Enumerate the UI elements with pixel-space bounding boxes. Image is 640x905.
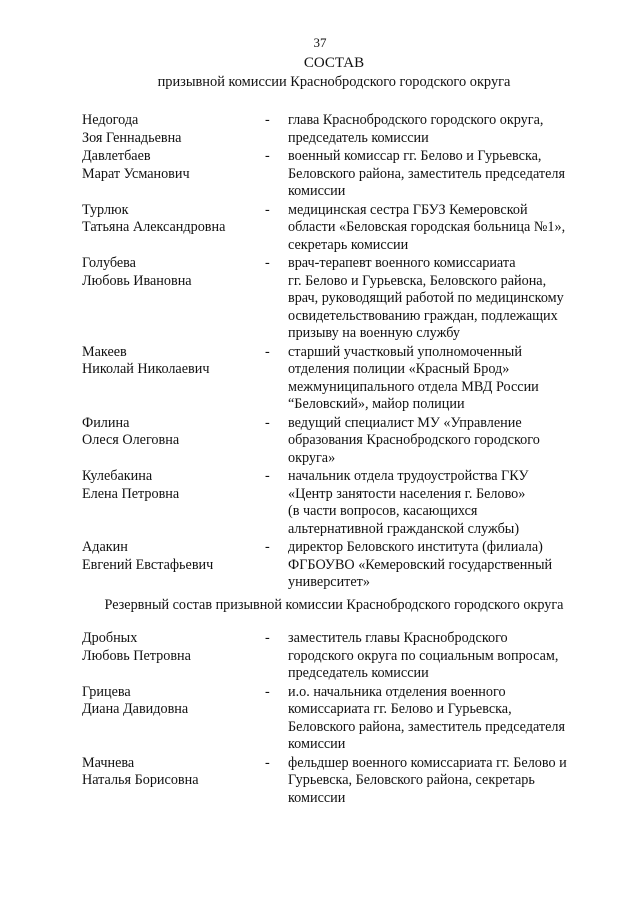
member-entry [82, 344, 602, 414]
member-role-line: отделения полиции «Красный Брод» [288, 361, 510, 377]
member-name-line: Мачнева [82, 754, 135, 771]
member-name-line: Марат Усманович [82, 165, 190, 182]
member-role-line: области «Беловская городская больница №1», [288, 219, 566, 235]
member-name-line: Олеся Олеговна [82, 432, 180, 448]
member-role-line: Беловского района, заместитель председателя [288, 718, 566, 735]
member-role-line: межмуниципального отдела МВД России [288, 378, 539, 395]
member-role [288, 630, 602, 683]
member-role-line: комиссариата гг. Белово и Гурьевска, [288, 701, 512, 717]
member-name [82, 415, 265, 468]
member-entry [82, 202, 602, 255]
member-role-line: “Беловский», майор полиции [288, 396, 465, 412]
member-role-line: медицинская сестра ГБУЗ Кемеровской [288, 201, 528, 218]
member-role-line: заместитель главы Краснобродского [288, 630, 508, 646]
member-role-line: военный комиссар гг. Белово и Гурьевска, [288, 148, 542, 164]
member-role-line: председатель комиссии [288, 129, 429, 146]
member-role-line: врач, руководящий работой по медицинскому [288, 290, 564, 306]
member-role-line: фельдшер военного комиссариата гг. Белово и [288, 754, 567, 771]
member-role-line: ФГБОУВО «Кемеровский государственный [288, 556, 553, 573]
dash-separator: - [265, 255, 270, 271]
dash-separator: - [265, 539, 270, 555]
member-role [288, 255, 602, 343]
member-role [288, 684, 602, 754]
document-subtitle: призывной комиссии Краснобродского городского округа [157, 74, 511, 90]
member-name [82, 684, 265, 754]
member-name-line: Адакин [82, 539, 128, 555]
member-name [82, 539, 265, 592]
member-role [288, 344, 602, 414]
member-name-line: Недогода [82, 112, 139, 128]
dash-separator: - [265, 112, 270, 128]
member-name [82, 202, 265, 255]
member-entry [82, 148, 602, 201]
member-name [82, 630, 265, 683]
member-name-line: Татьяна Александровна [82, 219, 226, 235]
dash-separator: - [265, 343, 270, 360]
member-name [82, 148, 265, 201]
member-role [288, 755, 602, 808]
member-role-line: образования Краснобродского городского [288, 432, 540, 448]
member-entry [82, 630, 602, 683]
member-role-line: комиссии [288, 789, 346, 806]
dash-separator: - [265, 414, 270, 431]
member-name [82, 112, 265, 147]
member-entry [82, 539, 602, 592]
member-entry [82, 755, 602, 808]
member-name-line: Зоя Геннадьевна [82, 129, 182, 146]
member-entry [82, 415, 602, 468]
member-name-line: Кулебакина [82, 468, 153, 484]
member-name-line: Диана Давидовна [82, 701, 189, 717]
member-role-line: начальник отдела трудоустройства ГКУ [288, 468, 529, 484]
member-role [288, 202, 602, 255]
member-role-line: гг. Белово и Гурьевска, Беловского района, [288, 272, 547, 289]
member-role-line: Беловского района, заместитель председателя [288, 165, 566, 182]
member-role-line: секретарь комиссии [288, 236, 409, 253]
member-name-line: Турлюк [82, 201, 129, 218]
member-role-line: комиссии [288, 183, 346, 199]
member-name-line: Евгений Евстафьевич [82, 556, 214, 573]
member-role-line: Гурьевска, Беловского района, секретарь [288, 772, 535, 788]
dash-separator: - [265, 468, 270, 484]
document-title: СОСТАВ [303, 55, 365, 71]
member-name-line: Наталья Борисовна [82, 772, 199, 788]
member-role-line: призыву на военную службу [288, 325, 460, 341]
member-name-line: Давлетбаев [82, 148, 151, 164]
member-name-line: Дробных [82, 630, 138, 646]
member-name-line: Грицева [82, 683, 131, 700]
member-role [288, 468, 602, 538]
dash-separator: - [265, 683, 270, 700]
reserve-members-list [82, 630, 602, 808]
member-name [82, 755, 265, 808]
dash-separator: - [265, 201, 270, 218]
member-role-line: врач-терапевт военного комиссариата [288, 255, 516, 271]
member-name [82, 255, 265, 343]
member-role-line: старший участковый уполномоченный [288, 343, 522, 360]
main-members-list [82, 112, 602, 593]
member-role-line: городского округа по социальным вопросам, [288, 647, 559, 664]
member-name-line: Любовь Петровна [82, 647, 191, 664]
member-name-line: Макеев [82, 343, 127, 360]
member-role [288, 415, 602, 468]
dash-separator: - [265, 754, 270, 771]
member-role-line: председатель комиссии [288, 665, 429, 681]
dash-separator: - [265, 148, 270, 164]
member-entry [82, 255, 602, 343]
dash-separator: - [265, 630, 270, 646]
member-entry [82, 468, 602, 538]
member-name-line: Голубева [82, 255, 136, 271]
member-name-line: Филина [82, 414, 130, 431]
member-name [82, 468, 265, 538]
member-role-line: округа» [288, 449, 336, 466]
member-name-line: Любовь Ивановна [82, 272, 192, 289]
member-role-line: (в части вопросов, касающихся [288, 503, 478, 519]
member-name-line: Николай Николаевич [82, 361, 210, 377]
member-role-line: университет» [288, 574, 370, 590]
member-role [288, 539, 602, 592]
reserve-section-title: Резервный состав призывной комиссии Краснобродского городского округа [104, 597, 564, 613]
member-role-line: и.о. начальника отделения военного [288, 683, 506, 700]
member-entry [82, 112, 602, 147]
member-role [288, 148, 602, 201]
member-role-line: глава Краснобродского городского округа, [288, 112, 544, 128]
member-entry [82, 684, 602, 754]
member-role-line: «Центр занятости населения г. Белово» [288, 485, 526, 502]
member-name-line: Елена Петровна [82, 485, 180, 502]
member-role-line: ведущий специалист МУ «Управление [288, 414, 522, 431]
member-role-line: директор Беловского института (филиала) [288, 539, 543, 555]
member-role-line: альтернативной гражданской службы) [288, 520, 520, 537]
page-number: 37 [313, 35, 327, 50]
member-role [288, 112, 602, 147]
member-role-line: комиссии [288, 736, 346, 752]
member-name [82, 344, 265, 414]
member-role-line: освидетельствованию граждан, подлежащих [288, 307, 558, 324]
